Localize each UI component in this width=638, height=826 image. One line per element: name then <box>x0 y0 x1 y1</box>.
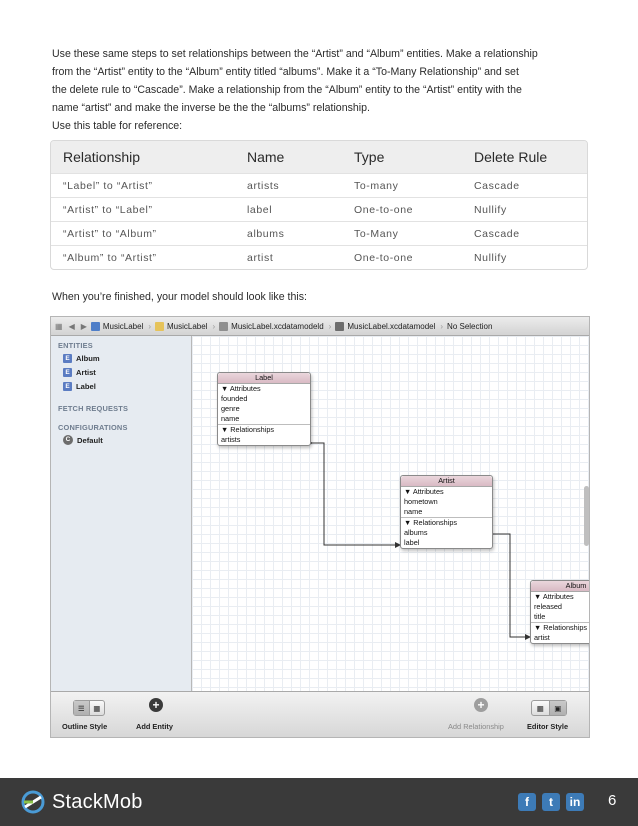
outline-style-toggle[interactable] <box>73 700 105 716</box>
cell: artists <box>247 179 280 192</box>
sidebar-item-label: Album <box>76 354 100 363</box>
entities-section-title: ENTITIES <box>58 341 93 350</box>
breadcrumb-selection[interactable] <box>447 322 492 331</box>
model-graph-canvas[interactable] <box>192 336 589 691</box>
cell: Cascade <box>474 179 520 192</box>
breadcrumb-label: MusicLabel.xcdatamodel <box>347 321 436 331</box>
cell: label <box>247 203 273 216</box>
relationship-line-artist-album <box>493 534 530 637</box>
facebook-icon[interactable]: f <box>518 793 536 811</box>
folder-icon <box>155 322 164 331</box>
screenshot-caption: When you’re finished, your model should look like this: <box>52 291 307 303</box>
table-row <box>51 221 587 245</box>
vertical-scrollbar[interactable] <box>584 486 589 546</box>
attribute-item[interactable]: genre <box>221 404 240 413</box>
breadcrumb-label: MusicLabel.xcdatamodeld <box>231 321 324 331</box>
back-arrow-icon[interactable]: ◀ <box>68 321 75 331</box>
sidebar-item-label: Label <box>76 382 96 391</box>
editor-style-toggle[interactable] <box>531 700 567 716</box>
table-view-icon[interactable]: ▦ <box>93 703 101 713</box>
sidebar-entity-album[interactable] <box>63 354 100 363</box>
attribute-item[interactable]: founded <box>221 394 248 403</box>
cell: To-many <box>354 179 399 192</box>
relationship-item[interactable]: albums <box>404 528 428 537</box>
attributes-header: ▼ Attributes <box>404 487 444 496</box>
entity-icon: E <box>63 368 72 377</box>
entity-album[interactable] <box>530 580 590 644</box>
attribute-item[interactable]: name <box>221 414 240 423</box>
breadcrumb-label: MusicLabel <box>102 321 144 331</box>
project-icon <box>91 322 100 331</box>
entity-title: Album <box>531 581 590 592</box>
cell: albums <box>247 227 285 240</box>
cell: Nullify <box>474 251 507 264</box>
datamodel-icon <box>335 322 344 331</box>
attribute-item[interactable]: title <box>534 612 546 621</box>
instruction-line: Use this table for reference: <box>52 120 183 132</box>
header-delete-rule: Delete Rule <box>474 149 548 165</box>
stackmob-logo <box>20 789 143 815</box>
cell: One-to-one <box>354 203 414 216</box>
header-name: Name <box>247 149 285 165</box>
attributes-header: ▼ Attributes <box>221 384 261 393</box>
instruction-line: the delete rule to “Cascade”. Make a relationship from the “Album” entity to the “Artist” entity with the <box>52 84 522 96</box>
table-header <box>51 141 587 173</box>
relationships-header: ▼ Relationships <box>531 622 590 633</box>
configuration-icon: C <box>63 435 73 445</box>
editor-bottom-bar <box>51 691 589 737</box>
instructions-paragraph <box>52 45 592 135</box>
relationship-item[interactable]: artists <box>221 435 241 444</box>
relationship-item[interactable]: artist <box>534 633 550 642</box>
attribute-item[interactable]: name <box>404 507 423 516</box>
instruction-line: from the “Artist” entity to the “Album” entity titled “albums”. Make it a “To-Many Relationship” and set <box>52 66 519 78</box>
header-relationship: Relationship <box>63 149 141 165</box>
linkedin-icon[interactable]: in <box>566 793 584 811</box>
graph-style-icon[interactable]: ▣ <box>550 701 567 715</box>
entity-icon: E <box>63 382 72 391</box>
relationships-header: ▼ Relationships <box>401 517 492 528</box>
list-view-icon[interactable]: ☰ <box>74 701 90 715</box>
social-links <box>518 793 584 811</box>
add-entity-label: Add Entity <box>136 722 173 731</box>
stackmob-logo-icon <box>20 789 46 815</box>
attributes-header: ▼ Attributes <box>534 592 574 601</box>
add-entity-button[interactable]: + <box>149 698 163 712</box>
table-style-icon[interactable]: ▦ <box>532 701 550 715</box>
table-row <box>51 245 587 269</box>
grid-icon[interactable]: ▦ <box>55 321 63 331</box>
forward-arrow-icon[interactable]: ▶ <box>80 321 87 331</box>
attribute-item[interactable]: hometown <box>404 497 438 506</box>
twitter-icon[interactable]: t <box>542 793 560 811</box>
add-relationship-label: Add Relationship <box>448 722 504 731</box>
cell: One-to-one <box>354 251 414 264</box>
sidebar-entity-artist[interactable] <box>63 368 96 377</box>
sidebar-item-label: Artist <box>76 368 96 377</box>
configurations-section-title: CONFIGURATIONS <box>58 423 128 432</box>
instruction-line: name “artist” and make the inverse be the the “albums” relationship. <box>52 102 370 114</box>
relationship-line-label-artist <box>312 443 400 545</box>
sidebar-item-label: Default <box>77 435 103 445</box>
brand-name: StackMob <box>52 790 143 813</box>
breadcrumb-label: No Selection <box>447 321 493 331</box>
page-number: 6 <box>608 792 617 809</box>
breadcrumb-label: MusicLabel <box>167 321 208 331</box>
header-type: Type <box>354 149 385 165</box>
cell: “Album” to “Artist” <box>63 251 157 264</box>
model-sidebar <box>51 336 192 691</box>
fetch-requests-section-title: FETCH REQUESTS <box>58 404 129 413</box>
breadcrumb-datamodel[interactable]: MusicLabel.xcdatamodel › <box>335 322 443 331</box>
breadcrumb-folder[interactable]: MusicLabel › <box>155 322 215 331</box>
jump-nav <box>51 322 91 331</box>
table-row <box>51 173 587 197</box>
entity-title: Label <box>218 373 310 384</box>
page-footer <box>0 778 638 826</box>
jump-bar <box>51 317 589 336</box>
cell: artist <box>247 251 274 264</box>
xcode-screenshot <box>50 316 590 738</box>
relationships-header: ▼ Relationships <box>218 424 310 435</box>
entity-title: Artist <box>401 476 492 487</box>
breadcrumb-datamodeld[interactable]: MusicLabel.xcdatamodeld › <box>219 322 331 331</box>
attribute-item[interactable]: released <box>534 602 562 611</box>
editor-style-label: Editor Style <box>527 722 569 731</box>
sidebar-config-default[interactable] <box>63 435 103 445</box>
outline-style-label: Outline Style <box>62 722 108 731</box>
cell: Nullify <box>474 203 507 216</box>
cell: “Artist” to “Album” <box>63 227 157 240</box>
cell: “Artist” to “Label” <box>63 203 153 216</box>
instruction-line: Use these same steps to set relationships between the “Artist” and “Album” entities. Make a relationship <box>52 48 538 60</box>
table-row <box>51 197 587 221</box>
cell: Cascade <box>474 227 520 240</box>
breadcrumb-project[interactable]: MusicLabel › <box>91 322 151 331</box>
reference-table <box>50 140 588 270</box>
relationship-item[interactable]: label <box>404 538 420 547</box>
entity-artist[interactable] <box>400 475 493 549</box>
add-relationship-button[interactable]: + <box>474 698 488 712</box>
datamodel-file-icon <box>219 322 228 331</box>
cell: To-Many <box>354 227 399 240</box>
entity-label[interactable] <box>217 372 311 446</box>
sidebar-entity-label[interactable] <box>63 382 96 391</box>
entity-icon: E <box>63 354 72 363</box>
cell: “Label” to “Artist” <box>63 179 153 192</box>
